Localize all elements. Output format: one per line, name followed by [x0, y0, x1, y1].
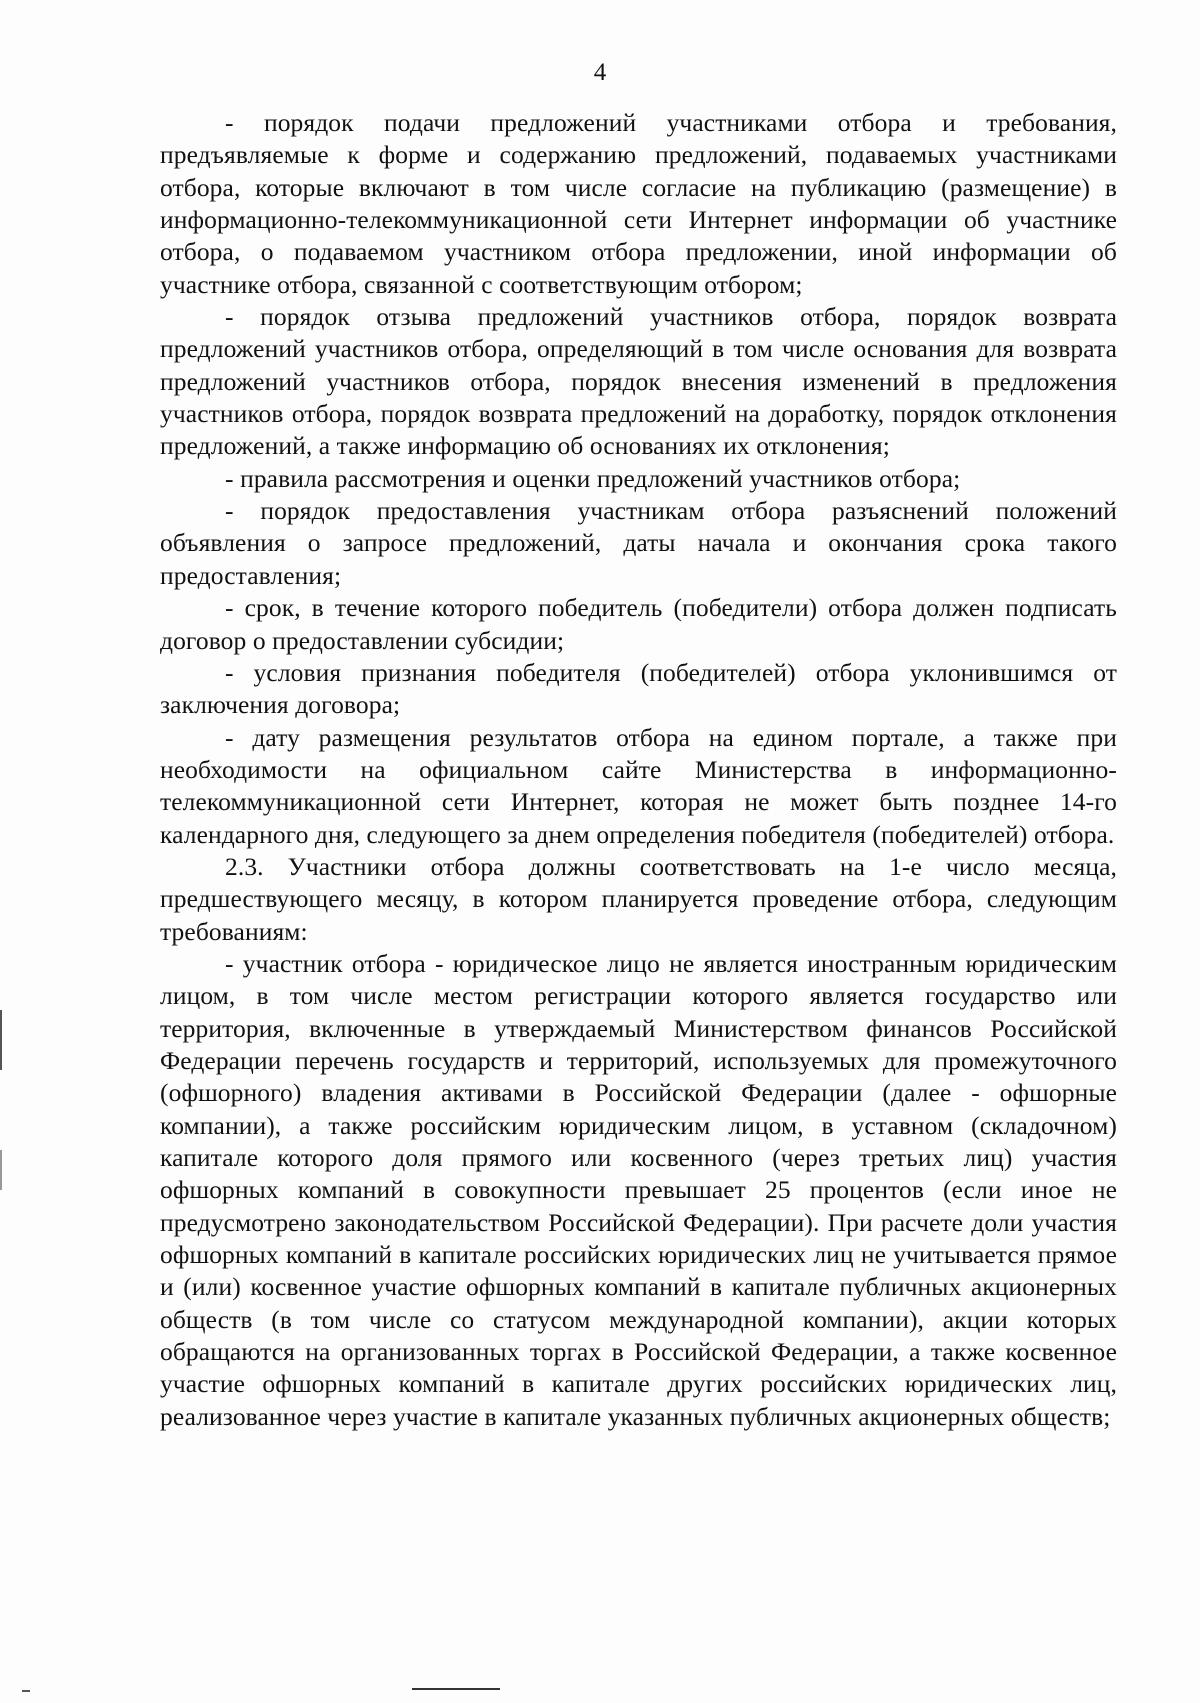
paragraph: - правила рассмотрения и оценки предложений участников отбора;: [225, 463, 961, 493]
paragraph: - участник отбора - юридическое лицо не является иностранным юридическим лицом, в том числе местом регистрации которого является государство или территория, включенные в утверждаемый Министерством финансов Российской Федерации перечень государств и территорий, используемых для промежуточного (офшорного) владения активами в Российской Федерации (далее - офшорные компании), а также российским юридическим лицом, в уставном (складочном) капитале которого доля прямого или косвенного (через третьих лиц) участия офшорных компаний в совокупности превышает 25 процентов (если иное не предусмотрено законодательством Российской Федерации). При расчете доли участия офшорных компаний в капитале российских юридических лиц не учитывается прямое и (или) косвенное участие офшорных компаний в капитале публичных акционерных обществ (в том числе со статусом международной компании), акции которых обращаются на организованных торгах в Российской Федерации, а также косвенное участие офшорных компаний в капитале других российских юридических лиц, реализованное через участие в капитале указанных публичных акционерных обществ;: [160, 948, 1117, 1431]
paragraph: - порядок отзыва предложений участников отбора, порядок возврата предложений участников отбора, определяющий в том числе основания для возврата предложений участников отбора, порядок внесения изменений в предложения участников отбора, порядок возврата предложений на доработку, порядок отклонения предложений, а также информацию об основаниях их отклонения;: [160, 302, 1117, 461]
scan-edge-mark: [22, 1690, 30, 1692]
footer-rule: [412, 1688, 500, 1690]
scan-edge-mark: [0, 1010, 2, 1070]
paragraph: - срок, в течение которого победитель (победители) отбора должен подписать договор о предоставлении субсидии;: [160, 593, 1117, 655]
paragraph: - условия признания победителя (победителей) отбора уклонившимся от заключения договора;: [160, 657, 1117, 720]
paragraph: - порядок подачи предложений участниками отбора и требования, предъявляемые к форме и содержанию предложений, подаваемых участниками отбора, которые включают в том числе согласие на публикацию (размещение) в информационно-телекоммуникационной сети Интернет информации об участнике отбора, о подаваемом участником отбора предложении, иной информации об участнике отбора, связанной с соответствующим отбором;: [160, 108, 1117, 299]
paragraph: - порядок предоставления участникам отбора разъяснений положений объявления о запросе предложений, даты начала и окончания срока такого предоставления;: [160, 496, 1117, 590]
scan-edge-mark: [0, 1150, 2, 1190]
page-number: 4: [593, 59, 607, 86]
document-body: [160, 107, 1117, 1433]
paragraph: 2.3. Участники отбора должны соответствовать на 1-е число месяца, предшествующего месяцу, в котором планируется проведение отбора, следующим требованиям:: [160, 851, 1117, 946]
paragraph: - дату размещения результатов отбора на едином портале, а также при необходимости на официальном сайте Министерства в информационно-телекоммуникационной сети Интернет, которая не может быть позднее 14-го календарного дня, следующего за днем определения победителя (победителей) отбора.: [160, 722, 1117, 849]
